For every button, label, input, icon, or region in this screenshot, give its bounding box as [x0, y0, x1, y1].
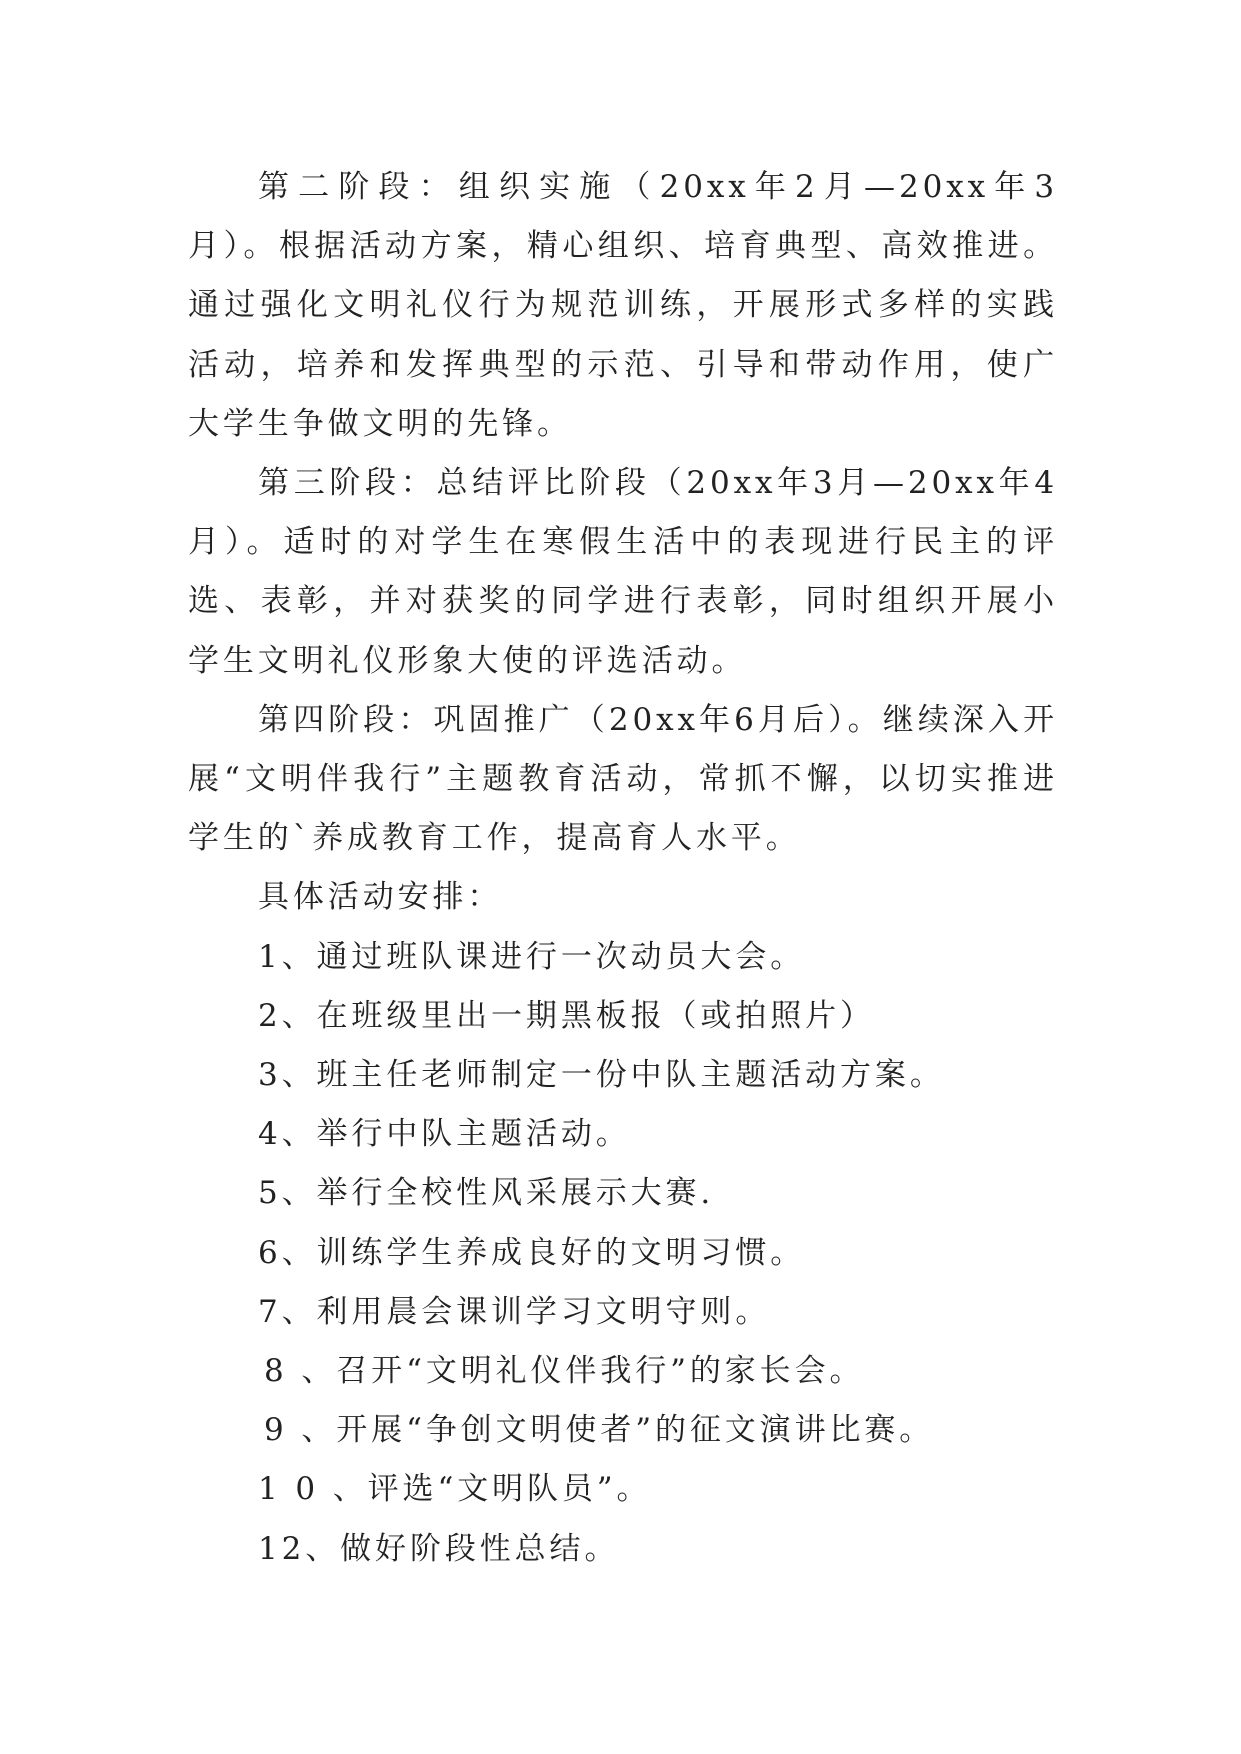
list-item: 2、在班级里出一期黑板报（或拍照片）	[258, 997, 875, 1034]
list-item: 1 0 、评选“文明队员”。	[258, 1471, 652, 1508]
paragraph-stage-two: 第二阶段：组织实施（20xx年2月—20xx年3月）。根据活动方案，精心组织、培育典型、高效推进。通过强化文明礼仪行为规范训练，开展形式多样的实践活动，培养和发挥典型的示范、引导和带动作用，使广大学生争做文明的先锋。	[188, 169, 1058, 442]
list-item: 8 、召开“文明礼仪伴我行”的家长会。	[264, 1353, 865, 1390]
list-item: 9 、开展“争创文明使者”的征文演讲比赛。	[264, 1412, 935, 1449]
paragraph-stage-four: 第四阶段：巩固推广（20xx年6月后）。继续深入开展“文明伴我行”主题教育活动，常抓不懈，以切实推进学生的`养成教育工作，提高育人水平。	[188, 701, 1058, 857]
paragraph-stage-three: 第三阶段：总结评比阶段（20xx年3月—20xx年4月）。适时的对学生在寒假生活中的表现进行民主的评选、表彰，并对获奖的同学进行表彰，同时组织开展小学生文明礼仪形象大使的评选活动。	[188, 465, 1058, 679]
document-body	[188, 158, 1058, 1579]
list-item: 3、班主任老师制定一份中队主题活动方案。	[258, 1057, 945, 1094]
arrangement-heading: 具体活动安排：	[258, 879, 503, 916]
list-item: 5、举行全校性风采展示大赛.	[258, 1175, 715, 1212]
list-item: 12、做好阶段性总结。	[258, 1530, 620, 1567]
list-item: 6、训练学生养成良好的文明习惯。	[258, 1234, 806, 1271]
arrangement-list	[188, 928, 1058, 1579]
list-item: 1、通过班队课进行一次动员大会。	[258, 938, 806, 975]
list-item: 7、利用晨会课训学习文明守则。	[258, 1293, 771, 1330]
list-item: 4、举行中队主题活动。	[258, 1116, 631, 1153]
